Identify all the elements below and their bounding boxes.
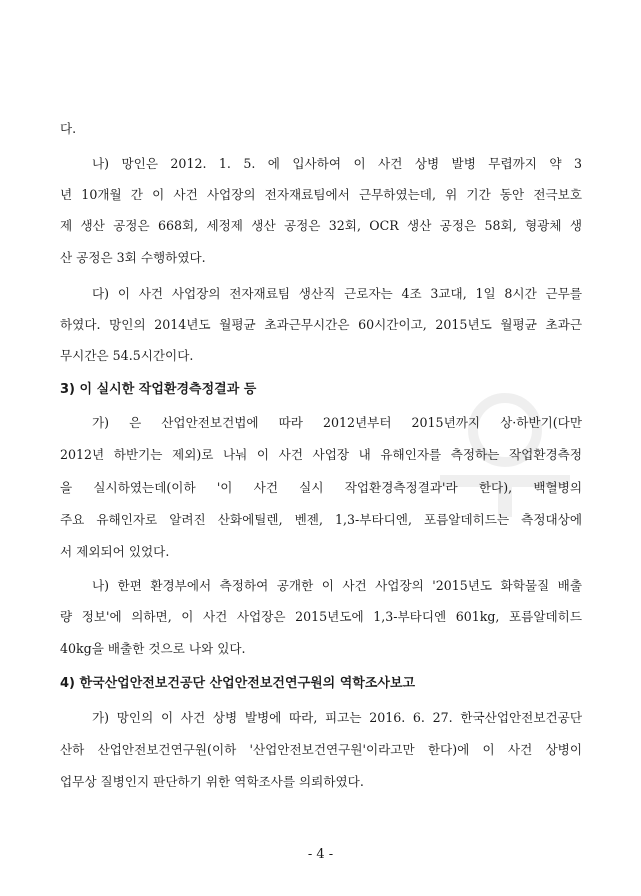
- text-line-13: 서 제외되어 있었다.: [60, 544, 170, 559]
- text-line-16: 40kg을 배출한 것으로 나와 있다.: [60, 641, 246, 656]
- text-line-10: 2012년 하반기는 제외)로 나눠 이 사건 사업장 내 유해인자를 측정하는 작업환경측정: [60, 447, 582, 462]
- text-line-8: 무시간은 54.5시간이다.: [60, 348, 194, 363]
- text-line-9: 가) 은 산업안전보건법에 따라 2012년부터 2015년까지 상·하반기(다만: [92, 415, 582, 430]
- text-line-1: 다.: [60, 121, 77, 136]
- text-line-11: 을 실시하였는데(이하 '이 사건 실시 작업환경측정결과'라 한다), 백혈병의: [60, 480, 582, 495]
- section-heading-3: 3) 이 실시한 작업환경측정결과 등: [60, 382, 257, 397]
- text-line-4: 제 생산 공정은 668회, 세정제 생산 공정은 32회, OCR 생산 공정은 58회, 형광체 생: [60, 218, 582, 233]
- text-line-6: 다) 이 사건 사업장의 전자재료팀 생산직 근로자는 4조 3교대, 1일 8시간 근무를: [92, 286, 582, 301]
- text-line-19: 업무상 질병인지 판단하기 위한 역학조사를 의뢰하였다.: [60, 774, 364, 789]
- text-line-15: 량 정보'에 의하면, 이 사건 사업장은 2015년도에 1,3-부타디엔 601kg, 포름알데히드: [60, 609, 582, 624]
- text-line-3: 년 10개월 간 이 사건 사업장의 전자재료팀에서 근무하였는데, 위 기간 동안 전극보호: [60, 187, 582, 202]
- text-line-5: 산 공정은 3회 수행하였다.: [60, 250, 206, 265]
- text-line-17: 가) 망인의 이 사건 상병 발병에 따라, 피고는 2016. 6. 27. 한국산업안전보건공단: [92, 710, 582, 725]
- text-line-14: 나) 한편 환경부에서 측정하여 공개한 이 사건 사업장의 '2015년도 화학물질 배출: [92, 578, 582, 593]
- text-line-2: 나) 망인은 2012. 1. 5. 에 입사하여 이 사건 상병 발병 무렵까지 약 3: [92, 156, 582, 171]
- page-number: - 4 -: [307, 847, 334, 862]
- text-line-12: 주요 유해인자로 알려진 산화에틸렌, 벤젠, 1,3-부타디엔, 포름알데히드는 측정대상에: [60, 512, 582, 527]
- text-line-7: 하였다. 망인의 2014년도 월평균 초과근무시간은 60시간이고, 2015년도 월평균 초과근: [60, 317, 582, 332]
- text-line-18: 산하 산업안전보건연구원(이하 '산업안전보건연구원'이라고만 한다)에 이 사건 상병이: [60, 742, 582, 757]
- section-heading-4: 4) 한국산업안전보건공단 산업안전보건연구원의 역학조사보고: [60, 676, 416, 691]
